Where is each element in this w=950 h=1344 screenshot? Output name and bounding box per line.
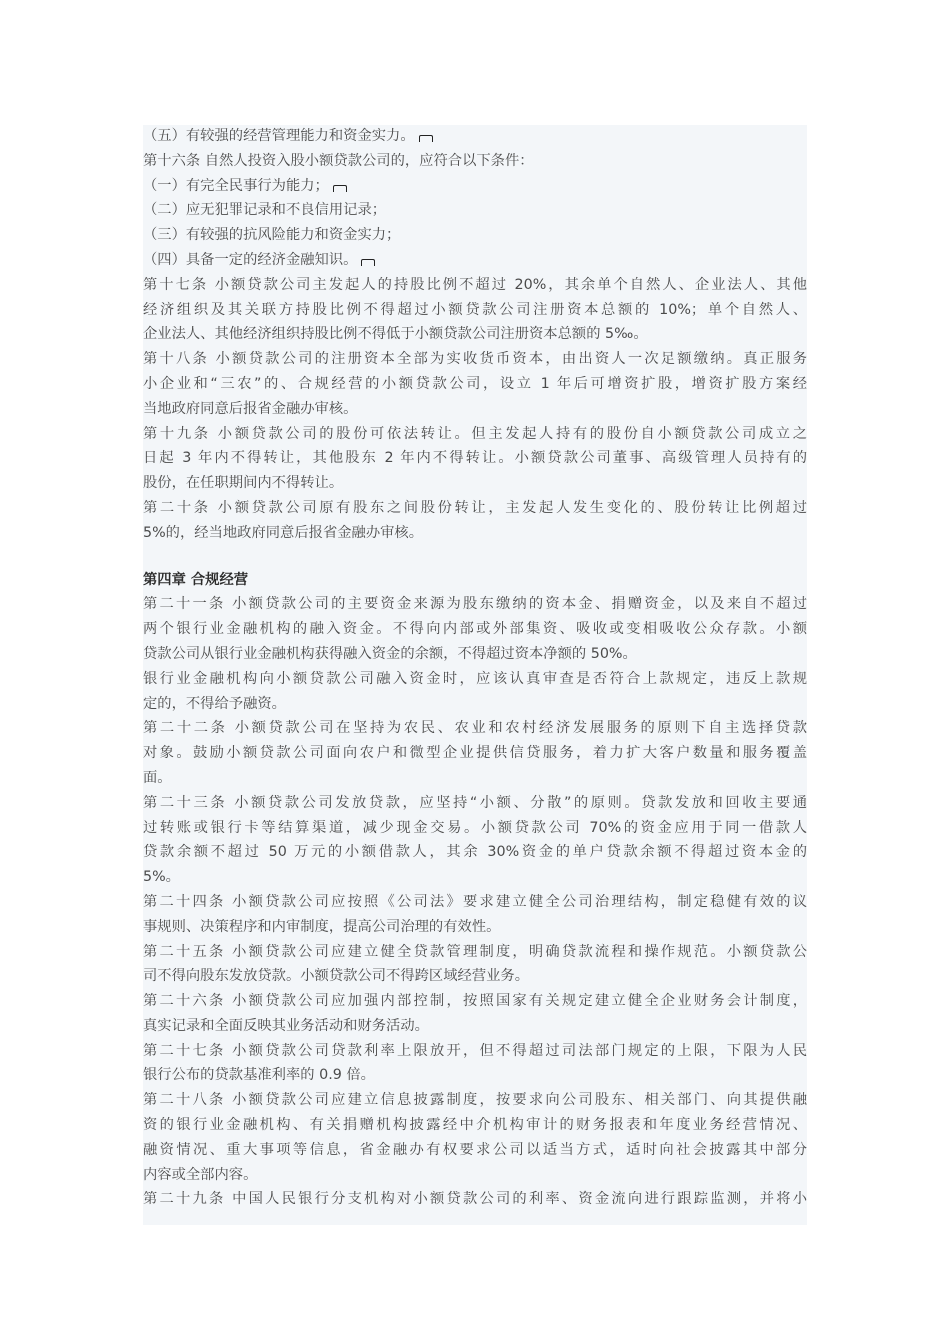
text-line: 第二十二条 小额贷款公司在坚持为农民、农业和农村经济发展服务的原则下自主选择贷款 — [143, 720, 807, 737]
paragraph-mark-icon — [333, 185, 347, 192]
text-line: 第十六条 自然人投资入股小额贷款公司的，应符合以下条件： — [143, 152, 534, 169]
text-line: 第二十六条 小额贷款公司应加强内部控制，按照国家有关规定建立健全企业财务会计制度， — [143, 993, 807, 1010]
text-line: 贷款公司从银行业金融机构获得融入资金的余额，不得超过资本净额的 50%。 — [143, 645, 637, 662]
text-line: 第二十三条 小额贷款公司发放贷款，应坚持“小额、分散”的原则。贷款发放和回收主要通 — [143, 794, 807, 811]
text-line: 经济组织及其关联方持股比例不得超过小额贷款公司注册资本总额的 10%；单个自然人、 — [143, 301, 807, 318]
text-line: 过转账或银行卡等结算渠道，减少现金交易。小额贷款公司 70%的资金应用于同一借款人 — [143, 819, 807, 836]
document-body — [143, 124, 807, 1212]
text-line: 融资情况、重大事项等信息，省金融办有权要求公司以适当方式，适时向社会披露其中部分 — [143, 1141, 807, 1158]
text-line: 日起 3 年内不得转让，其他股东 2 年内不得转让。小额贷款公司董事、高级管理人员持有的 — [143, 450, 807, 467]
text-line: （三）有较强的抗风险能力和资金实力； — [143, 227, 401, 244]
paragraph-mark-icon — [419, 135, 433, 142]
text-line: 对象。鼓励小额贷款公司面向农户和微型企业提供信贷服务，着力扩大客户数量和服务覆盖 — [143, 745, 807, 762]
text-line: 面。 — [143, 769, 172, 786]
text-line: 第二十五条 小额贷款公司应建立健全贷款管理制度，明确贷款流程和操作规范。小额贷款公 — [143, 943, 807, 960]
text-line: 5%的，经当地政府同意后报省金融办审核。 — [143, 524, 424, 541]
section-spacer — [143, 546, 807, 568]
text-line: 当地政府同意后报省金融办审核。 — [143, 400, 358, 417]
text-line: 小企业和“三农”的、合规经营的小额贷款公司，设立 1 年后可增资扩股，增资扩股方案经 — [143, 375, 807, 392]
text-line: （四）具备一定的经济金融知识。 — [143, 248, 807, 273]
text-line: 司不得向股东发放贷款。小额贷款公司不得跨区域经营业务。 — [143, 968, 530, 985]
text-line: 资的银行业金融机构、有关捐赠机构披露经中介机构审计的财务报表和年度业务经营情况、 — [143, 1117, 807, 1134]
text-line: 事规则、决策程序和内审制度，提高公司治理的有效性。 — [143, 918, 501, 935]
text-line: 5%。 — [143, 869, 180, 886]
text-line: 真实记录和全面反映其业务活动和财务活动。 — [143, 1017, 429, 1034]
text-line: 第二十八条 小额贷款公司应建立信息披露制度，按要求向公司股东、相关部门、向其提供融 — [143, 1092, 807, 1109]
text-line: 银行公布的贷款基准利率的 0.9 倍。 — [143, 1067, 375, 1084]
text-line: 银行业金融机构向小额贷款公司融入资金时，应该认真审查是否符合上款规定，违反上款规 — [143, 670, 807, 687]
text-line: 定的，不得给予融资。 — [143, 695, 286, 712]
text-line: （二）应无犯罪记录和不良信用记录； — [143, 202, 387, 219]
text-line: 第二十四条 小额贷款公司应按照《公司法》要求建立健全公司治理结构，制定稳健有效的议 — [143, 893, 807, 910]
text-line: 贷款余额不超过 50 万元的小额借款人，其余 30%资金的单户贷款余额不得超过资本金的 — [143, 844, 807, 861]
paragraph-mark-icon — [361, 259, 375, 266]
text-line: 第二十一条 小额贷款公司的主要资金来源为股东缴纳的资本金、捐赠资金，以及来自不超过 — [143, 596, 807, 613]
text-line: 两个银行业金融机构的融入资金。不得向内部或外部集资、吸收或变相吸收公众存款。小额 — [143, 621, 807, 638]
text-line: 第二十九条 中国人民银行分支机构对小额贷款公司的利率、资金流向进行跟踪监测，并将小 — [143, 1191, 807, 1208]
text-line: （五）有较强的经营管理能力和资金实力。 — [143, 124, 807, 149]
text-line: 第十七条 小额贷款公司主发起人的持股比例不超过 20%，其余单个自然人、企业法人、其他 — [143, 276, 807, 293]
text-line: 第十八条 小额贷款公司的注册资本全部为实收货币资本，由出资人一次足额缴纳。真正服务 — [143, 351, 807, 368]
chapter-heading: 第四章 合规经营 — [143, 571, 249, 588]
text-line: （一）有完全民事行为能力； — [143, 174, 807, 199]
text-line: 股份，在任职期间内不得转让。 — [143, 475, 344, 492]
text-line: 内容或全部内容。 — [143, 1166, 258, 1183]
text-line: 第二十条 小额贷款公司原有股东之间股份转让，主发起人发生变化的、股份转让比例超过 — [143, 499, 807, 516]
text-line: 第十九条 小额贷款公司的股份可依法转让。但主发起人持有的股份自小额贷款公司成立之 — [143, 425, 807, 442]
text-line: 第二十七条 小额贷款公司贷款利率上限放开，但不得超过司法部门规定的上限，下限为人民 — [143, 1042, 807, 1059]
text-line: 企业法人、其他经济组织持股比例不得低于小额贷款公司注册资本总额的 5‰。 — [143, 326, 648, 343]
